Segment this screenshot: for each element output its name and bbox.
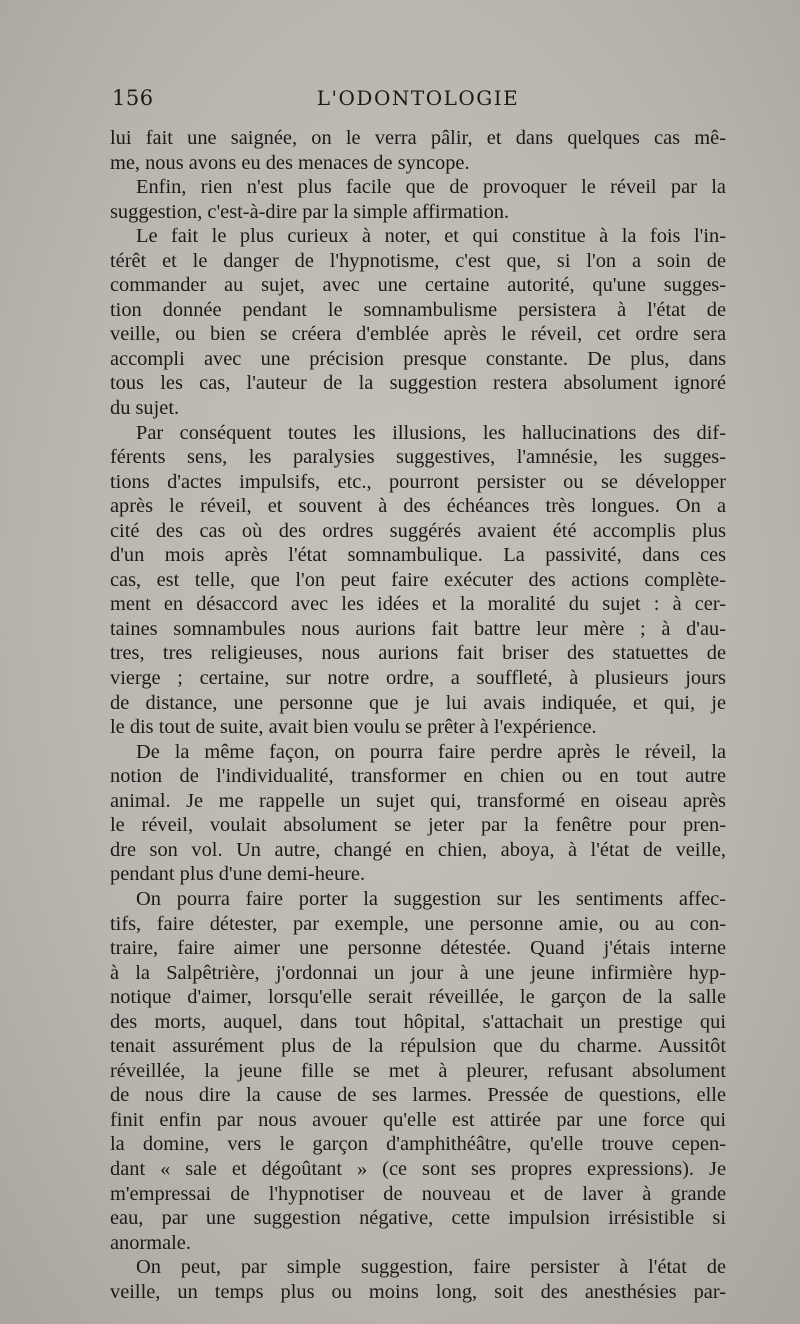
text-line: De la même façon, on pourra faire perdre après le réveil, la [136, 740, 726, 763]
text-line: finit enfin par nous avouer qu'elle est attirée par une force qui [110, 1108, 726, 1131]
text-line: suggestion, c'est-à-dire par la simple affirmation. [110, 200, 510, 223]
text-line: veille, un temps plus ou moins long, soit des anesthésies par- [110, 1280, 726, 1303]
text-line: tenait assurément plus de la répulsion que du charme. Aussitôt [110, 1035, 726, 1058]
text-line: anormale. [110, 1231, 191, 1254]
text-line: accompli avec une précision presque constante. De plus, dans [110, 347, 726, 370]
text-line: dant « sale et dégoûtant » (ce sont ses propres expressions). Je [110, 1157, 726, 1180]
text-line: veille, ou bien se créera d'emblée après le réveil, cet ordre sera [110, 323, 726, 346]
text-line: férents sens, les paralysies suggestives, l'amnésie, les sugges- [110, 446, 726, 469]
running-title: L'ODONTOLOGIE [316, 86, 520, 110]
text-line: térêt et le danger de l'hypnotisme, c'est que, si l'on a soin de [110, 249, 726, 272]
page-number: 156 [112, 86, 154, 110]
text-line: des morts, auquel, dans tout hôpital, s'attachait un prestige qui [110, 1010, 726, 1033]
body-text [110, 126, 726, 1304]
text-line: m'empressai de l'hypnotiser de nouveau et de laver à grande [110, 1182, 726, 1205]
text-line: vierge ; certaine, sur notre ordre, a souffleté, à plusieurs jours [110, 667, 726, 690]
text-line: pendant plus d'une demi-heure. [110, 863, 366, 886]
text-line: me, nous avons eu des menaces de syncope. [110, 151, 470, 174]
text-line: commander au sujet, avec une certaine autorité, qu'une sugges- [110, 274, 726, 297]
text-line: notique d'aimer, lorsqu'elle serait réveillée, le garçon de la salle [110, 986, 726, 1009]
text-line: réveillée, la jeune fille se met à pleurer, refusant absolument [110, 1059, 726, 1082]
text-line: tous les cas, l'auteur de la suggestion restera absolument ignoré [110, 372, 726, 395]
text-line: d'un mois après l'état somnambulique. La passivité, dans ces [110, 544, 726, 567]
text-line: du sujet. [110, 397, 180, 420]
text-line: ment en désaccord avec les idées et la moralité du sujet : à cer- [110, 593, 726, 616]
text-line: Par conséquent toutes les illusions, les hallucinations des dif- [136, 421, 726, 444]
text-line: la domine, vers le garçon d'amphithéâtre, qu'elle trouve cepen- [110, 1133, 726, 1156]
text-line: de nous dire la cause de ses larmes. Pressée de questions, elle [110, 1084, 726, 1107]
text-line: à la Salpêtrière, j'ordonnai un jour à une jeune infirmière hyp- [110, 961, 726, 984]
text-line: notion de l'individualité, transformer en chien ou en tout autre [110, 765, 726, 788]
text-line: animal. Je me rappelle un sujet qui, transformé en oiseau après [110, 789, 726, 812]
text-line: On pourra faire porter la suggestion sur les sentiments affec- [136, 887, 726, 910]
text-line: eau, par une suggestion négative, cette impulsion irrésistible si [110, 1207, 726, 1230]
text-line: dre son vol. Un autre, changé en chien, aboya, à l'état de veille, [110, 838, 726, 861]
text-line: Le fait le plus curieux à noter, et qui constitue à la fois l'in- [136, 225, 726, 248]
text-line: lui fait une saignée, on le verra pâlir, et dans quelques cas mê- [110, 127, 726, 149]
text-line: le dis tout de suite, avait bien voulu se prêter à l'expérience. [110, 716, 597, 739]
text-line: tions d'actes impulsifs, etc., pourront persister ou se développer [110, 470, 726, 493]
text-line: cité des cas où des ordres suggérés avaient été accomplis plus [110, 519, 726, 542]
page-header [112, 86, 724, 116]
text-line: On peut, par simple suggestion, faire persister à l'état de [136, 1256, 726, 1279]
text-line: tres, tres religieuses, nous aurions fait briser des statuettes de [110, 642, 726, 665]
text-line: taines somnambules nous aurions fait battre leur mère ; à d'au- [110, 617, 726, 640]
text-line: le réveil, voulait absolument se jeter par la fenêtre pour pren- [110, 814, 726, 837]
text-line: traire, faire aimer une personne détestée. Quand j'étais interne [110, 937, 726, 960]
text-line: de distance, une personne que je lui avais indiquée, et qui, je [110, 691, 726, 714]
text-line: cas, est telle, que l'on peut faire exécuter des actions complète- [110, 568, 726, 591]
text-line: après le réveil, et souvent à des échéances très longues. On a [110, 495, 726, 518]
text-line: Enfin, rien n'est plus facile que de provoquer le réveil par la [136, 176, 726, 199]
text-line: tifs, faire détester, par exemple, une personne amie, ou au con- [110, 912, 726, 935]
text-line: tion donnée pendant le somnambulisme persistera à l'état de [110, 298, 726, 321]
